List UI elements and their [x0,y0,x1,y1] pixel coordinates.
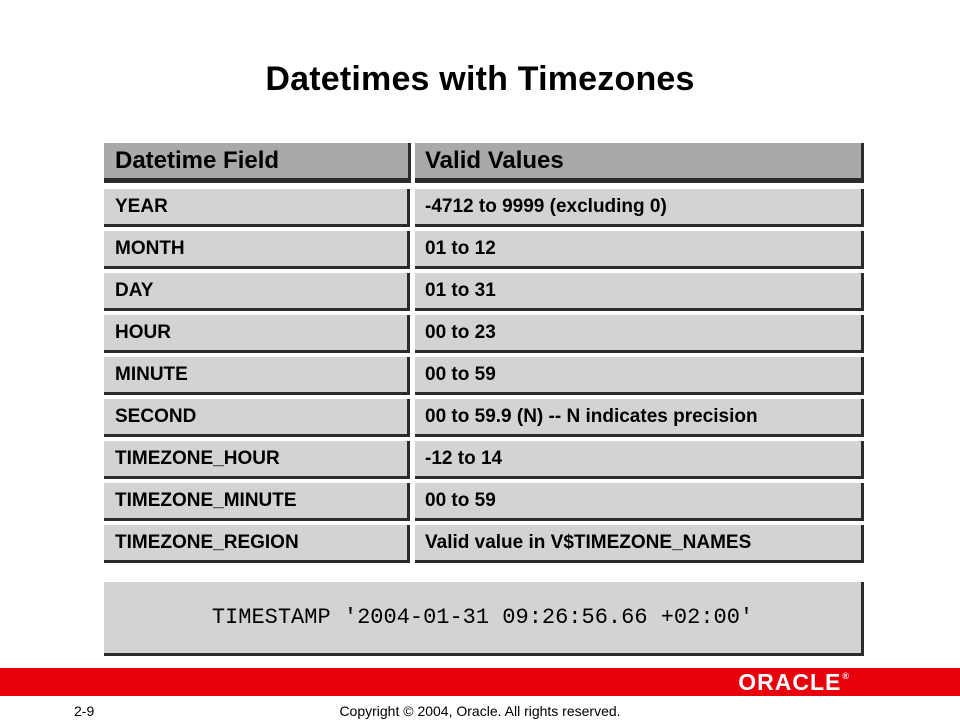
values-cell: -12 to 14 [415,441,864,479]
field-cell: SECOND [104,399,410,437]
table-row [104,441,864,479]
values-cell: 00 to 23 [415,315,864,353]
column-header-valid-values: Valid Values [415,143,864,183]
page-number: 2-9 [74,703,95,719]
table-row [104,357,864,395]
field-cell: DAY [104,273,410,311]
table-row [104,315,864,353]
registered-mark: ® [842,671,850,681]
table-row [104,273,864,311]
field-cell: YEAR [104,189,410,227]
values-cell: Valid value in V$TIMEZONE_NAMES [415,525,864,563]
table-row [104,399,864,437]
field-cell: MONTH [104,231,410,269]
oracle-logo-text: ORACLE [738,668,842,695]
table-row [104,189,864,227]
values-cell: 01 to 12 [415,231,864,269]
copyright-notice: Copyright © 2004, Oracle. All rights reserved. [339,703,621,719]
column-header-datetime-field: Datetime Field [104,143,411,183]
values-cell: 00 to 59 [415,357,864,395]
values-cell: 00 to 59.9 (N) -- N indicates precision [415,399,864,437]
table-row [104,525,864,563]
datetime-fields-table [104,143,864,567]
table-header-row [104,143,864,183]
field-cell: TIMEZONE_MINUTE [104,483,410,521]
oracle-logo [738,668,850,695]
field-cell: HOUR [104,315,410,353]
field-cell: TIMEZONE_REGION [104,525,410,563]
slide-title: Datetimes with Timezones [265,60,695,98]
table-row [104,231,864,269]
values-cell: 00 to 59 [415,483,864,521]
values-cell: -4712 to 9999 (excluding 0) [415,189,864,227]
timestamp-example-text: TIMESTAMP '2004-01-31 09:26:56.66 +02:00' [211,605,754,630]
field-cell: TIMEZONE_HOUR [104,441,410,479]
timestamp-example-box [104,582,864,656]
footer-bar [0,668,960,696]
field-cell: MINUTE [104,357,410,395]
values-cell: 01 to 31 [415,273,864,311]
table-row [104,483,864,521]
